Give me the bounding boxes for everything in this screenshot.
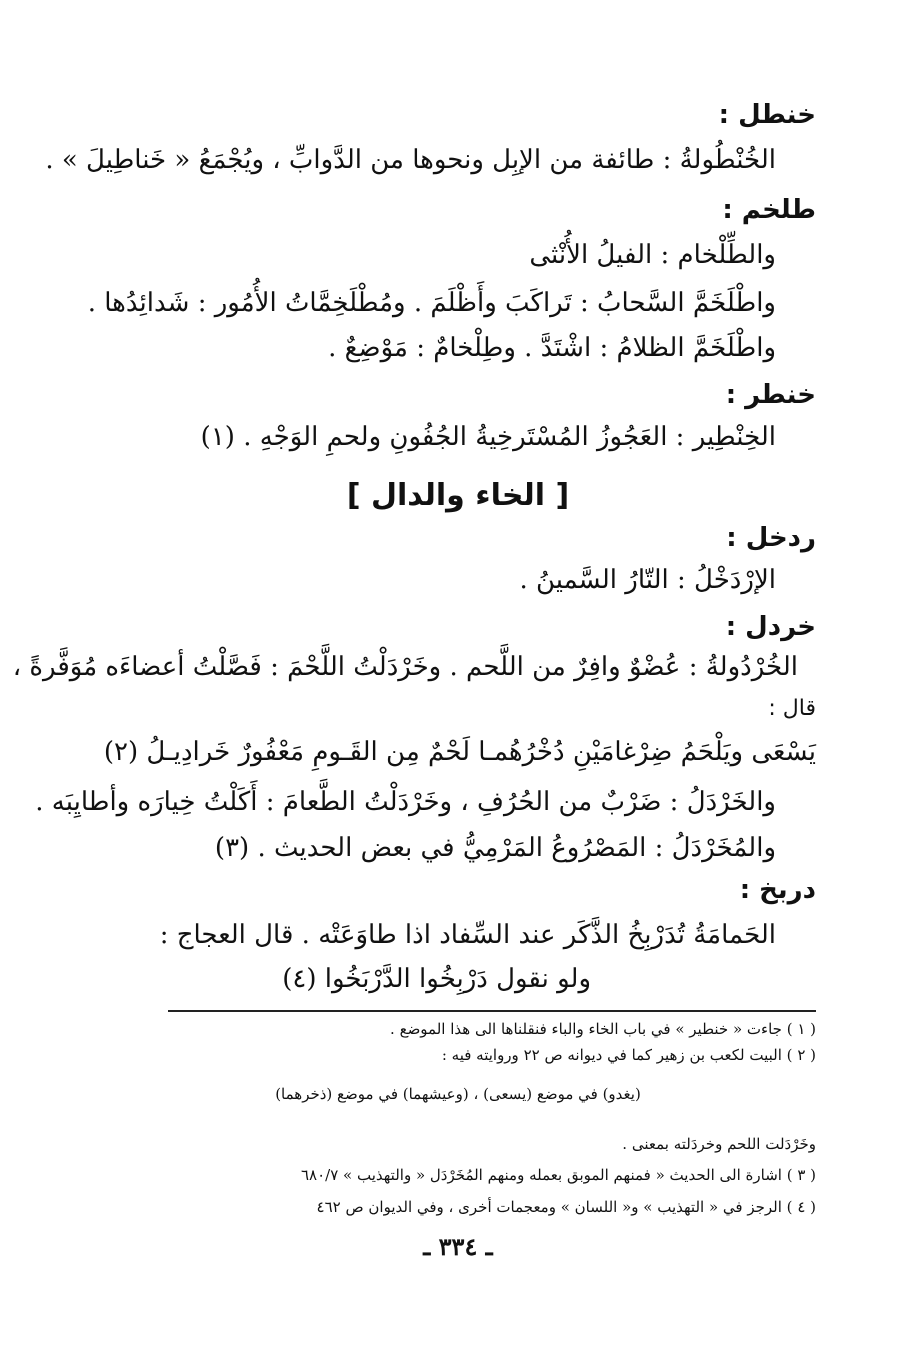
entry-head-khardal: خردل :	[725, 612, 816, 642]
rajaz-line: ولو نقول دَرْبِخُوا الدَّرْبَخُوا (٤)	[282, 964, 591, 994]
entry-head-darbakh: دربخ :	[739, 875, 816, 905]
entry-line: الإرْدَخْلُ : التّارُ السَّمينُ .	[519, 565, 776, 595]
section-title: [ الخاء والدال ]	[346, 478, 570, 513]
poem-verse: يَسْعَى ويَلْحَمُ ضِرْغامَيْنِ دُخْرُهُمـا لَحْمٌ مِن القَـومِ مَعْفُورٌ خَرادِيـلُ (٢)	[103, 737, 816, 767]
entry-head-talkham: طلخم :	[722, 195, 816, 225]
footnote-2-variant: (يغدو) في موضع (يسعى) ، (وعيشهما) في موضع (ذخرهما)	[275, 1085, 641, 1103]
page-number: ـ ٣٣٤ ـ	[423, 1232, 493, 1261]
entry-line: والخَرْدَلُ : ضَرْبٌ من الحُرُفِ ، وخَرْدَلْتُ الطَّعامَ : أَكَلْتُ خِيارَه وأطايِبَه .	[35, 787, 776, 817]
entry-head-khantal: خنطل :	[718, 100, 816, 130]
entry-line: والطِّلْخام : الفيلُ الأُنْثى	[529, 240, 776, 270]
entry-line: الخُرْدُولةُ : عُضْوٌ وافِرٌ من اللَّحم . وخَرْدَلْتُ اللَّحْمَ : فَصَّلْتُ أعضاءَه مُوَفَّرةً ،	[12, 652, 798, 682]
entry-head-radkhal: ردخل :	[726, 523, 816, 553]
entry-line: واطْلَخَمَّ الظلامُ : اشْتَدَّ . وطِلْخامٌ : مَوْضِعٌ .	[328, 333, 776, 363]
entry-line: الحَمامَةُ تُدَرْبِخُ الذَّكَر عند السِّفاد اذا طاوَعَتْه . قال العجاج :	[159, 920, 776, 950]
entry-line: الخُنْطُولةُ : طائفة من الإبِل ونحوها من الدَّوابِّ ، ويُجْمَعُ « خَناطِيلَ » .	[45, 145, 776, 175]
footnote-4: ( ٤ ) الرجز في « التهذيب » و« اللسان » ومعجمات أخرى ، وفي الديوان ص ٤٦٢	[316, 1198, 816, 1216]
footnote-2-tail: وخَرْدَلت اللحم وخردَلته بمعنى .	[622, 1135, 816, 1153]
footnote-3: ( ٣ ) اشارة الى الحديث « فمنهم الموبق بعمله ومنهم المُخَرْدَل « والتهذيب » ٦٨٠/٧	[301, 1166, 816, 1184]
qala-label: قال :	[768, 696, 816, 721]
footnote-separator	[168, 1010, 816, 1012]
footnote-1: ( ١ ) جاءت « خنطير » في باب الخاء والباء فنقلناها الى هذا الموضع .	[390, 1020, 816, 1038]
entry-line: والمُخَرْدَلُ : المَصْرُوعُ المَرْمِيُّ في بعض الحديث . (٣)	[214, 833, 776, 863]
entry-line: واطْلَخَمَّ السَّحابُ : تَراكَبَ وأَظْلَمَ . ومُطْلَخِمَّاتُ الأُمُور : شَدائِدُها .	[87, 288, 776, 318]
entry-head-khantar: خنطر :	[725, 380, 816, 410]
footnote-2: ( ٢ ) البيت لكعب بن زهير كما في ديوانه ص ٢٢ وروايته فيه :	[441, 1046, 816, 1064]
entry-line: الخِنْطِير : العَجُوزُ المُسْتَرخِيةُ الجُفُونِ ولحمِ الوَجْهِ . (١)	[200, 422, 776, 452]
